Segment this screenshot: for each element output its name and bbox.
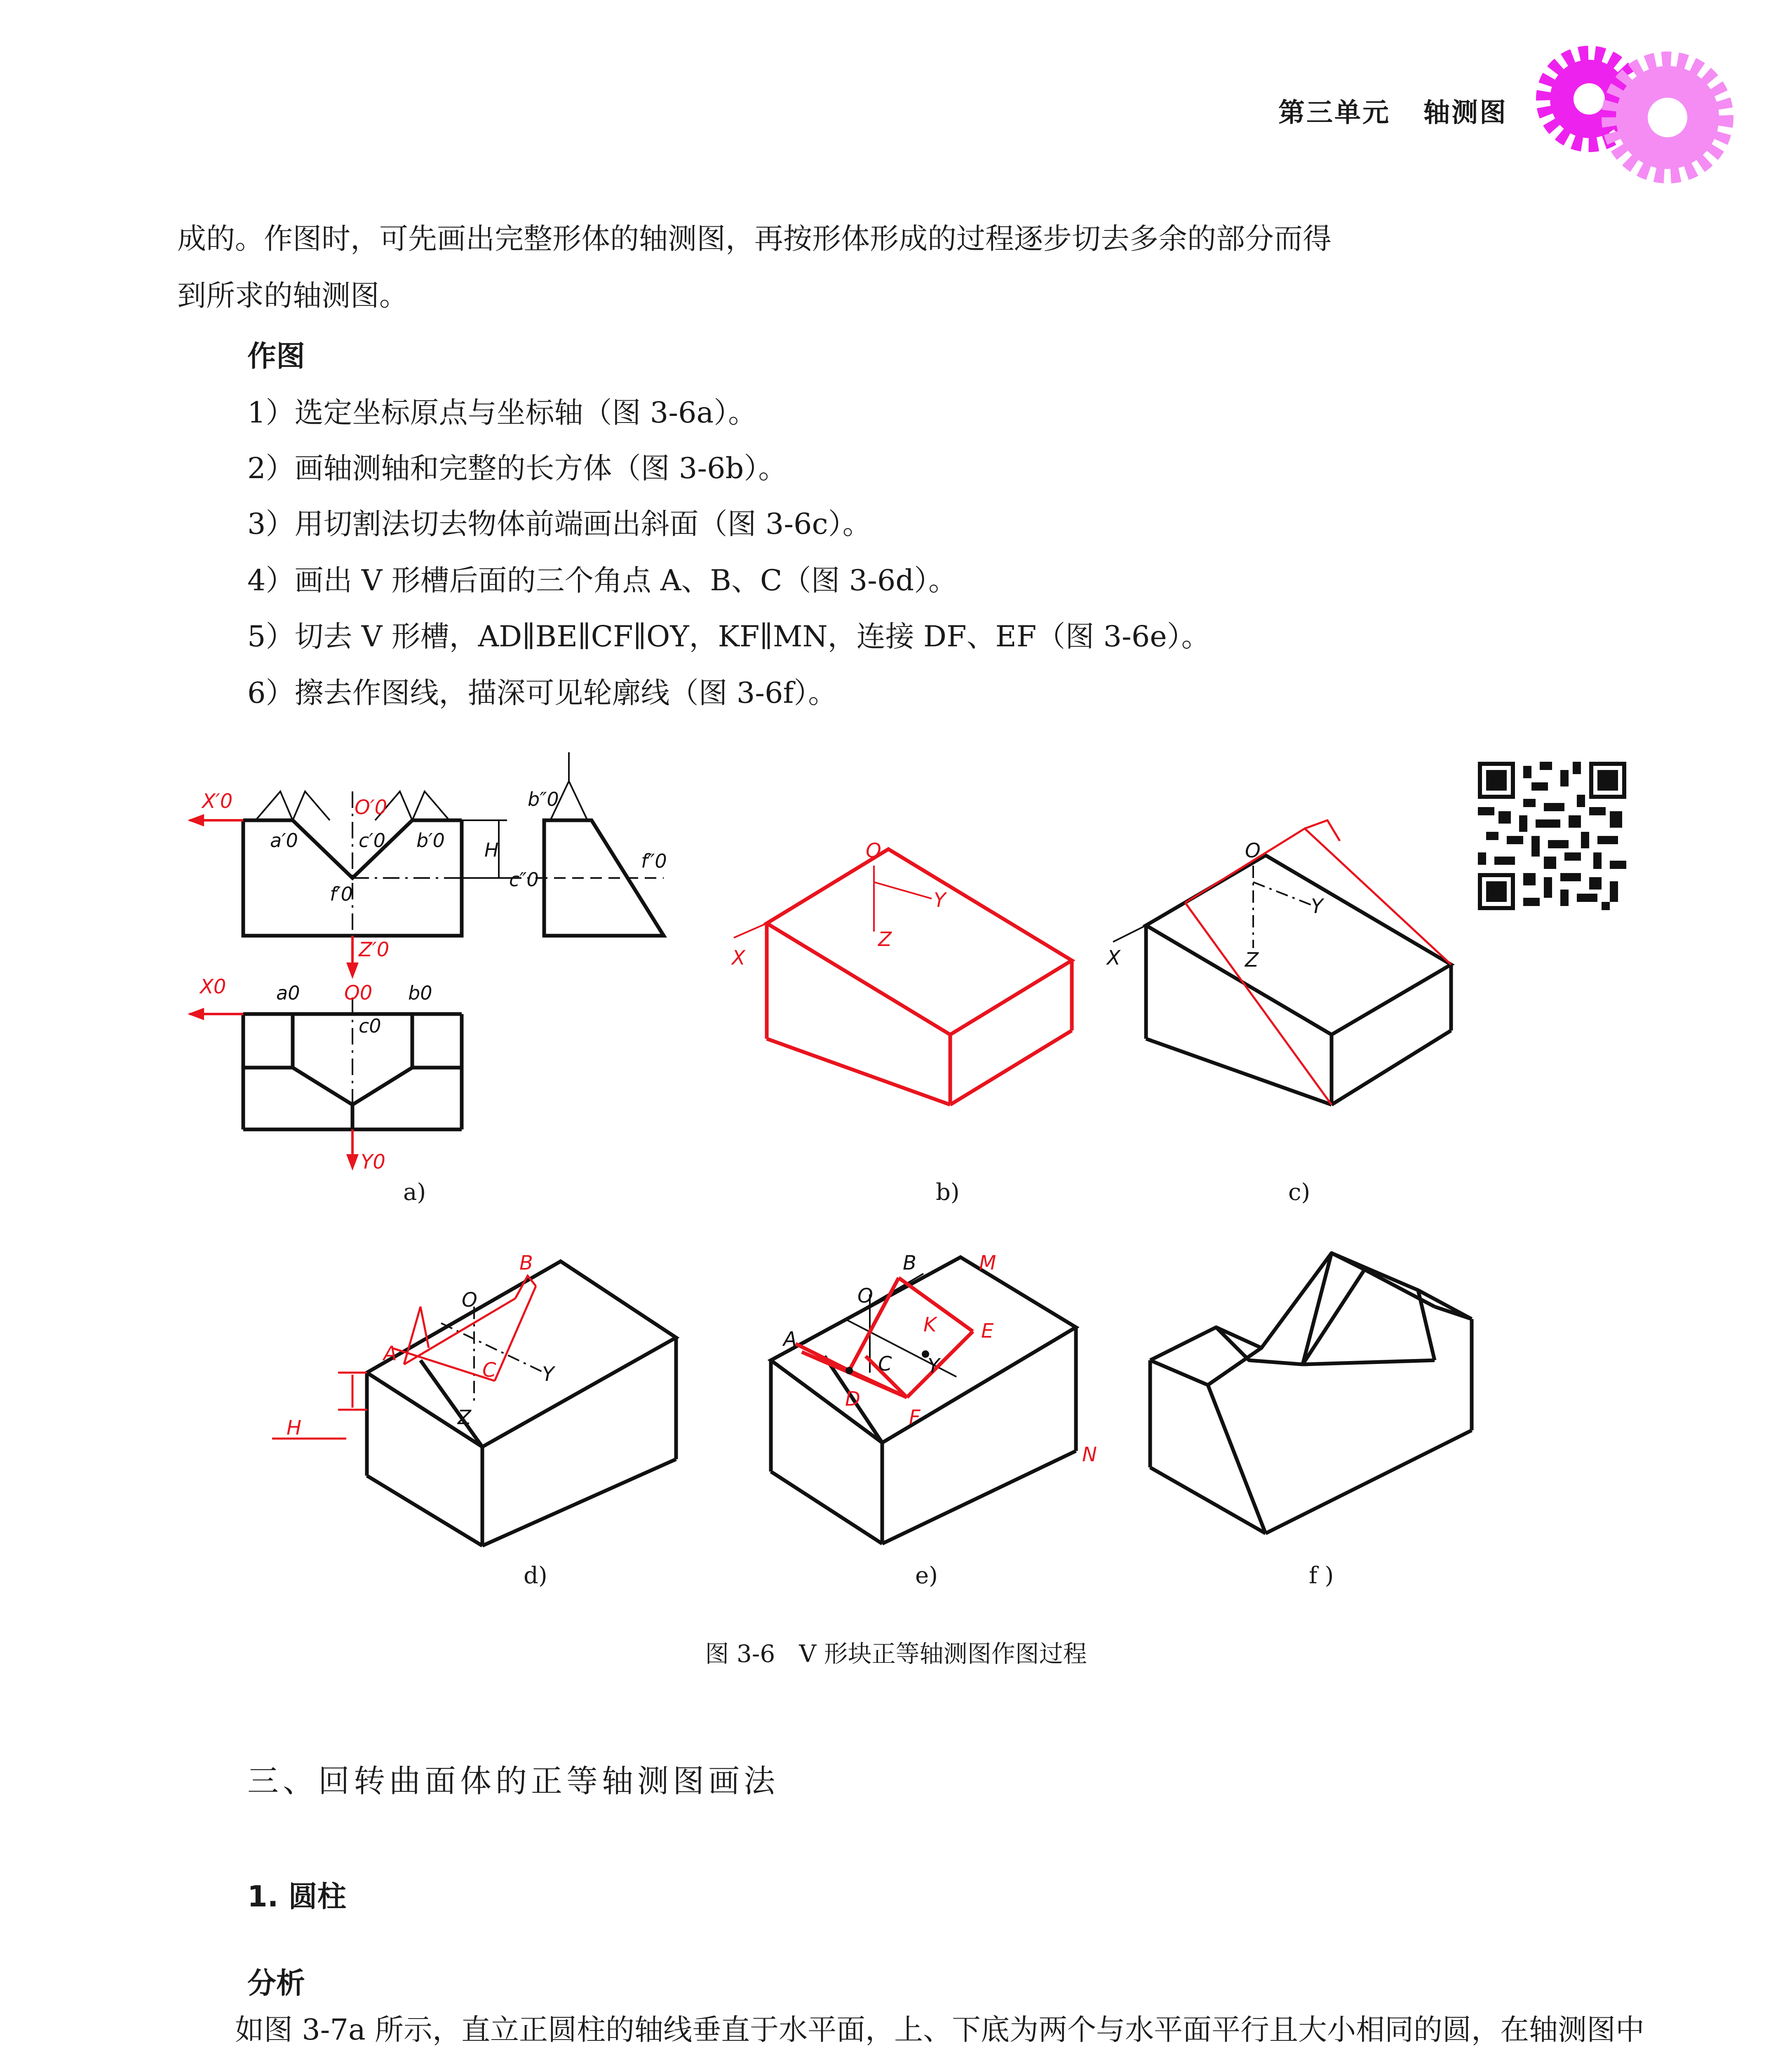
axis-label-o: O	[866, 839, 881, 862]
sublabel-e: e)	[915, 1562, 938, 1589]
label-h: H	[484, 839, 499, 861]
label-c: C	[878, 1352, 892, 1376]
step-2: 2）画轴测轴和完整的长方体（图 3-6b）。	[247, 451, 787, 485]
sublabel-c: c)	[1288, 1179, 1311, 1206]
axis-label-y: Y	[934, 889, 946, 912]
step-6: 6）擦去作图线，描深可见轮廓线（图 3-6f）。	[247, 676, 837, 710]
intro-line: 成的。作图时，可先画出完整形体的轴测图，再按形体形成的过程逐步切去多余的部分而得	[177, 222, 1332, 256]
label-m: M	[979, 1251, 996, 1275]
label-h: H	[287, 1416, 302, 1439]
sublabel-a: a)	[403, 1179, 426, 1206]
figure-caption: 图 3-6 V 形块正等轴测图作图过程	[705, 1640, 1087, 1668]
label-o: O	[857, 1284, 873, 1307]
label-a0-prime: a′0	[270, 829, 298, 852]
label-o: O	[462, 1289, 477, 1312]
qr-code-icon	[1478, 762, 1626, 910]
label-a: A	[383, 1342, 397, 1365]
label-f0-dprime: f″0	[641, 850, 667, 872]
label-c0-dprime: c″0	[509, 869, 539, 891]
label-k: K	[923, 1313, 937, 1336]
label-b: B	[903, 1251, 916, 1275]
label-a0: a0	[276, 982, 300, 1004]
label-c0-prime: c′0	[359, 829, 386, 852]
step-1: 1）选定坐标原点与坐标轴（图 3-6a）。	[247, 396, 757, 430]
analysis-paragraph: 如图 3-7a 所示，直立正圆柱的轴线垂直于水平面，上、下底为两个与水平面平行且大小相同的圆，在轴测图中	[235, 2013, 1644, 2047]
label-o0: O0	[344, 981, 373, 1005]
figure-3-6e	[717, 1237, 1130, 1566]
step-3: 3）用切割法切去物体前端画出斜面（图 3-6c）。	[247, 507, 871, 541]
figure-3-6a	[181, 742, 701, 1179]
label-z0-prime: Z′0	[359, 938, 390, 961]
figure-3-6b	[701, 783, 1134, 1113]
label-x0-prime: X′0	[202, 790, 233, 813]
sublabel-b: b)	[936, 1179, 960, 1206]
label-a: A	[783, 1328, 797, 1351]
figure-3-6c	[1097, 783, 1492, 1121]
running-header	[1278, 92, 1508, 129]
chapter-title: 轴测图	[1423, 98, 1508, 128]
figure-3-6f	[1109, 1237, 1521, 1558]
analysis-heading: 分析	[247, 1966, 305, 2000]
label-y: Y	[928, 1354, 940, 1378]
sublabel-f: f )	[1309, 1562, 1334, 1589]
section-title: 三、回转曲面体的正等轴测图画法	[247, 1763, 779, 1799]
axis-label-o: O	[1245, 839, 1261, 862]
label-b0-prime: b′0	[416, 829, 445, 852]
axis-label-z: Z	[878, 928, 892, 951]
step-5: 5）切去 V 形槽，AD∥BE∥CF∥OY，KF∥MN，连接 DF、EF（图 3-6e）。	[247, 620, 1210, 653]
axis-label-x: X	[1107, 946, 1120, 969]
label-c0: c0	[359, 1015, 381, 1037]
label-n: N	[1082, 1443, 1097, 1466]
gear-icon	[1610, 60, 1725, 175]
label-f: F	[909, 1406, 921, 1429]
label-b: B	[519, 1251, 533, 1275]
label-y: Y	[542, 1363, 554, 1386]
gear-decoration	[1525, 45, 1756, 194]
sublabel-d: d)	[524, 1562, 547, 1589]
axis-label-z: Z	[1245, 948, 1259, 972]
chapter-label: 第三单元	[1278, 98, 1390, 128]
label-e: E	[981, 1319, 994, 1343]
label-b0-dprime: b″0	[528, 788, 559, 810]
intro-paragraph	[177, 210, 1645, 324]
axis-label-x: X	[732, 946, 745, 969]
label-d: D	[845, 1387, 860, 1411]
label-y0: Y0	[361, 1150, 385, 1174]
subsection-title: 1. 圆柱	[247, 1880, 346, 1913]
label-c: C	[482, 1359, 496, 1382]
intro-line: 到所求的轴测图。	[177, 279, 408, 312]
label-o0-prime: O′0	[355, 796, 388, 819]
method-heading: 作图	[247, 339, 305, 373]
step-4: 4）画出 V 形槽后面的三个角点 A、B、C（图 3-6d）。	[247, 563, 958, 597]
label-f0-prime: f′0	[330, 883, 353, 905]
axis-label-y: Y	[1311, 895, 1323, 918]
figure-3-6d	[264, 1237, 717, 1566]
label-x0: X0	[200, 975, 226, 998]
label-z: Z	[458, 1406, 471, 1429]
label-b0: b0	[408, 982, 432, 1004]
